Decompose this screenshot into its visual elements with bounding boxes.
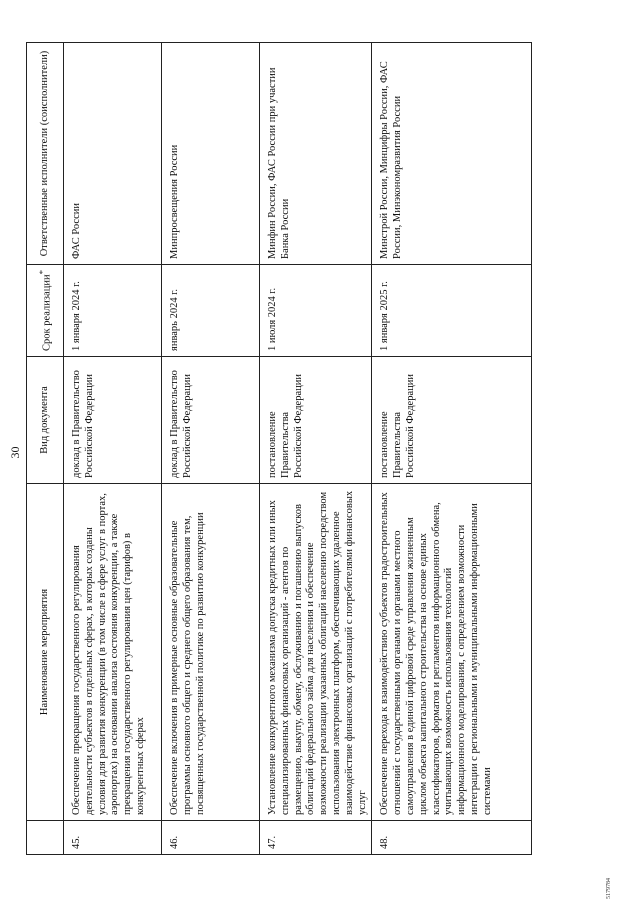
row-deadline: 1 января 2024 г. bbox=[64, 265, 162, 357]
row-number: 48. bbox=[372, 821, 532, 855]
row-responsible: Минпросвещения России bbox=[162, 43, 260, 265]
row-deadline: январь 2024 г. bbox=[162, 265, 260, 357]
table-row bbox=[372, 43, 532, 855]
measures-table bbox=[26, 42, 532, 855]
table-header-row bbox=[27, 43, 64, 855]
row-number: 46. bbox=[162, 821, 260, 855]
row-number: 47. bbox=[260, 821, 372, 855]
document-id: 5179784 bbox=[606, 878, 612, 899]
page-number: 30 bbox=[8, 446, 22, 459]
header-deadline-mark: * bbox=[37, 270, 48, 275]
row-responsible: ФАС России bbox=[64, 43, 162, 265]
row-measure-name: Обеспечение включения в примерные основные образовательные программы основного общего и среднего общего образования тем, посвященных государственной политике по развитию конкуренции bbox=[162, 484, 260, 821]
row-responsible: Минфин России, ФАС России при участии Банка России bbox=[260, 43, 372, 265]
row-doc-type: доклад в Правительство Российской Федерации bbox=[64, 357, 162, 484]
row-measure-name: Установление конкурентного механизма допуска кредитных или иных специализированных финансовых организаций - агентов по размещению, выкупу, обмену, обслуживанию и погашению выпусков облигаций федерального займа для населения и обеспечение возможности реализации указанных облигаций населению посредством использования электронных платформ, обеспечивающих удаленное взаимодействие финансовых организаций с потребителями финансовых услуг bbox=[260, 484, 372, 821]
header-doc-type: Вид документа bbox=[27, 357, 64, 484]
row-doc-type: постановление Правительства Российской Федерации bbox=[372, 357, 532, 484]
table-row bbox=[260, 43, 372, 855]
header-num bbox=[27, 821, 64, 855]
header-responsible: Ответственные исполнители (соисполнители) bbox=[27, 43, 64, 265]
row-deadline: 1 июля 2024 г. bbox=[260, 265, 372, 357]
row-deadline: 1 января 2025 г. bbox=[372, 265, 532, 357]
table-row bbox=[64, 43, 162, 855]
row-doc-type: постановление Правительства Российской Федерации bbox=[260, 357, 372, 484]
row-doc-type: доклад в Правительство Российской Федерации bbox=[162, 357, 260, 484]
row-responsible: Минстрой России, Минцифры России, ФАС России, Минэкономразвития России bbox=[372, 43, 532, 265]
header-deadline bbox=[27, 265, 64, 357]
header-name: Наименование мероприятия bbox=[27, 484, 64, 821]
row-number: 45. bbox=[64, 821, 162, 855]
row-measure-name: Обеспечение перехода к взаимодействию субъектов градостроительных отношений с государственными органами и органами местного самоуправления в единой цифровой среде управления жизненным циклом объекта капитального строительства на основе единых классификаторов, форматов и регламентов информационного обмена, учитывающих возможность использования технологий информационного моделирования, с определением возможности интеграции с региональными и муниципальными информационными системами bbox=[372, 484, 532, 821]
row-measure-name: Обеспечение прекращения государственного регулирования деятельности субъектов в отдельных сферах, в которых созданы условия для развития конкуренции (в том числе в сфере услуг в портах, аэропортах) на основании анализа состояния конкуренции, а также прекращения государственного регулирования цен (тарифов) в конкурентных сферах bbox=[64, 484, 162, 821]
table-row bbox=[162, 43, 260, 855]
header-deadline-label: Срок реализации bbox=[41, 274, 53, 351]
